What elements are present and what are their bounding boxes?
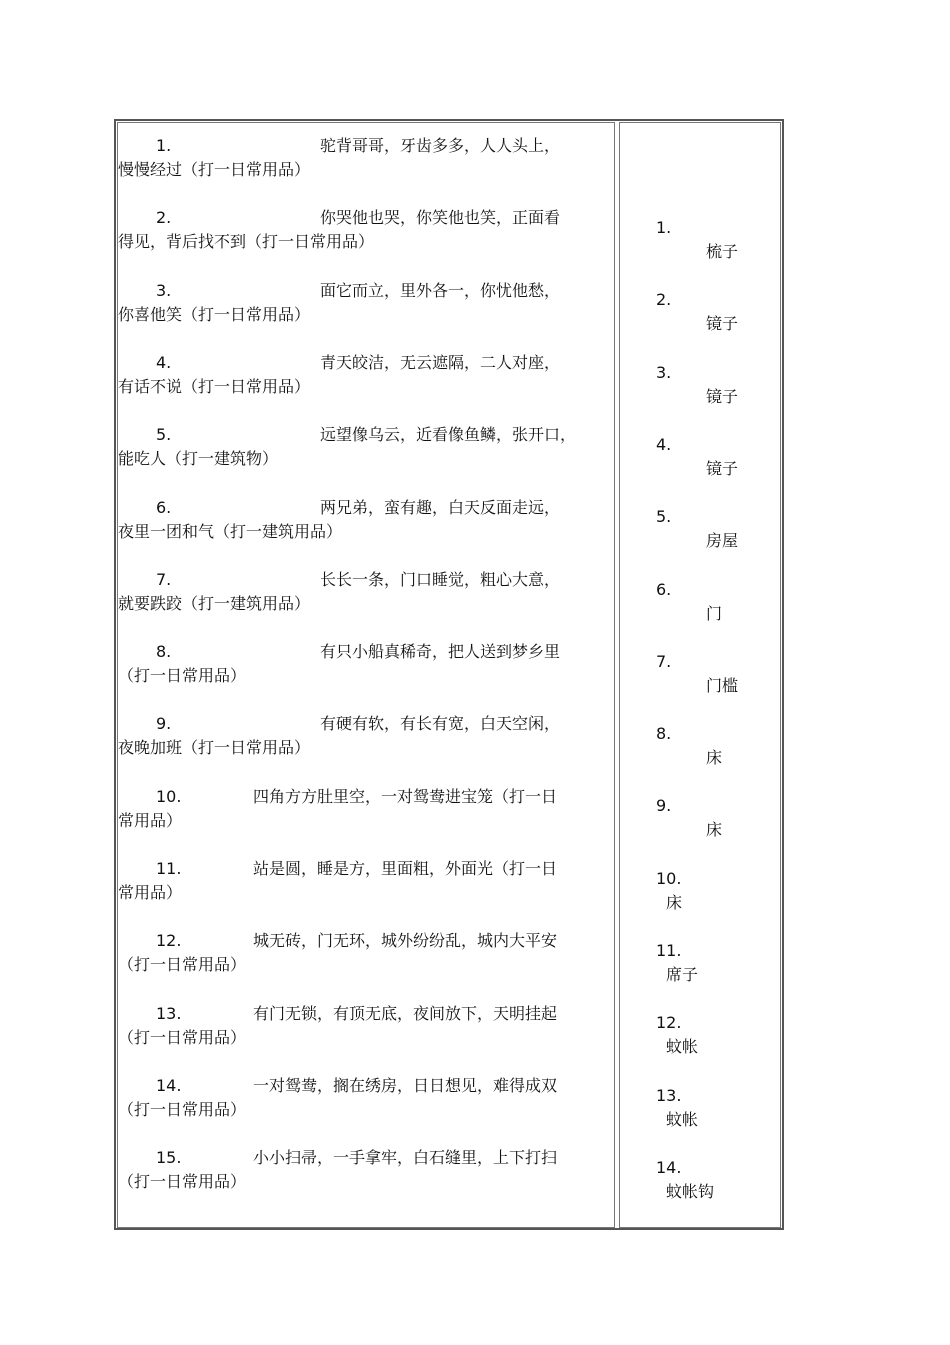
riddle-text-line2: 常用品） (118, 810, 183, 830)
riddle-number: 3. (156, 280, 172, 300)
riddle-number: 9. (156, 714, 172, 734)
riddle-text-line1: 你哭他也哭，你笑他也笑，正面看 (320, 208, 561, 228)
riddle-text-line2: 夜里一团和气（打一建筑用品） (118, 521, 343, 541)
riddle-text-line1: 有门无锁，有顶无底，夜间放下，天明挂起 (253, 1003, 558, 1023)
riddle-item (118, 785, 598, 833)
riddle-number: 6. (156, 497, 172, 517)
riddle-number: 7. (156, 569, 172, 589)
answer-text: 床 (706, 820, 723, 840)
riddle-number: 13. (156, 1003, 182, 1023)
riddle-text-line1: 一对鸳鸯，搁在绣房，日日想见，难得成双 (253, 1075, 558, 1095)
riddle-text-line2: 能吃人（打一建筑物） (118, 449, 279, 469)
riddle-item (118, 857, 598, 905)
answer-text: 床 (666, 892, 683, 912)
riddle-item (118, 423, 598, 471)
riddle-number: 11. (156, 859, 182, 878)
riddle-text-line2: 夜晚加班（打一日常用品） (118, 738, 311, 758)
riddle-text-line1: 城无砖，门无环，城外纷纷乱，城内大平安 (253, 931, 558, 951)
riddle-text-line2: 得见，背后找不到（打一日常用品） (118, 232, 375, 252)
answer-item (656, 1011, 776, 1059)
riddle-text-line2: 慢慢经过（打一日常用品） (118, 160, 311, 179)
riddle-item (118, 206, 598, 254)
riddle-text-line1: 两兄弟，蛮有趣，白天反面走远， (320, 497, 561, 517)
answer-number: 14. (656, 1157, 682, 1177)
answer-number: 8. (656, 724, 672, 744)
riddle-text-line1: 长长一条，门口睡觉，粗心大意， (320, 569, 561, 589)
riddle-text-line1: 四角方方肚里空，一对鸳鸯进宝笼（打一日 (253, 786, 558, 806)
answer-text: 席子 (666, 965, 699, 984)
answer-text: 蚊帐钩 (666, 1181, 715, 1201)
answer-text: 蚊帐 (666, 1037, 699, 1057)
answer-number: 2. (656, 290, 672, 310)
answer-number: 12. (656, 1013, 682, 1033)
answer-number: 13. (656, 1085, 682, 1105)
answer-number: 1. (656, 218, 672, 237)
answer-item (656, 361, 776, 409)
riddle-text-line1: 有只小船真稀奇，把人送到梦乡里 (320, 642, 561, 662)
riddle-text-line1: 远望像乌云，近看像鱼鳞，张开口， (320, 425, 577, 445)
answer-number: 9. (656, 796, 672, 816)
answer-item (656, 216, 776, 264)
riddle-number: 14. (156, 1075, 182, 1095)
answer-item (656, 288, 776, 336)
answer-item (656, 1084, 776, 1132)
answer-item (656, 867, 776, 915)
answer-item (656, 939, 776, 987)
riddle-number: 2. (156, 208, 172, 228)
riddle-text-line2: （打一日常用品） (118, 1172, 247, 1192)
answer-number: 5. (656, 507, 672, 527)
answer-item (656, 505, 776, 553)
riddle-text-line2: （打一日常用品） (118, 1099, 247, 1119)
answer-number: 3. (656, 362, 672, 382)
answer-text: 镜子 (706, 314, 739, 334)
answer-text: 镜子 (706, 458, 739, 478)
answer-text: 床 (706, 748, 723, 768)
riddle-text-line2: 有话不说（打一日常用品） (118, 376, 311, 396)
riddle-number: 12. (156, 931, 182, 951)
riddle-number: 10. (156, 786, 182, 806)
riddle-item (118, 351, 598, 399)
answer-text: 门 (706, 603, 723, 623)
answer-item (656, 433, 776, 481)
riddle-text-line1: 小小扫帚，一手拿牢，白石缝里，上下打扫 (253, 1148, 558, 1168)
answer-number: 11. (656, 941, 682, 960)
answer-number: 7. (656, 651, 672, 671)
riddle-item (118, 279, 598, 327)
riddle-text-line1: 驼背哥哥，牙齿多多，人人头上， (320, 136, 561, 155)
riddle-number: 4. (156, 352, 172, 372)
riddle-text-line2: 你喜他笑（打一日常用品） (118, 304, 311, 324)
riddle-text-line2: 就要跌跤（打一建筑用品） (118, 593, 311, 613)
riddle-item (118, 712, 598, 760)
answer-text: 蚊帐 (666, 1109, 699, 1129)
riddle-item (118, 568, 598, 616)
riddle-text-line1: 站是圆，睡是方，里面粗，外面光（打一日 (253, 859, 558, 878)
riddle-item (118, 929, 598, 977)
riddle-number: 15. (156, 1148, 182, 1168)
riddle-item (118, 1002, 598, 1050)
answer-item (656, 722, 776, 770)
riddle-item (118, 496, 598, 544)
riddle-text-line2: （打一日常用品） (118, 666, 247, 686)
answer-text: 镜子 (706, 386, 739, 406)
answer-item (656, 794, 776, 842)
answer-number: 10. (656, 868, 682, 888)
riddle-item (118, 1146, 598, 1194)
riddle-number: 5. (156, 425, 172, 445)
riddle-text-line1: 有硬有软，有长有宽，白天空闲， (320, 714, 561, 734)
riddle-item (118, 1074, 598, 1122)
answer-text: 房屋 (706, 531, 739, 551)
answer-text: 门槛 (706, 675, 739, 695)
riddle-number: 1. (156, 136, 172, 155)
riddle-text-line2: （打一日常用品） (118, 1027, 247, 1047)
riddle-text-line1: 面它而立，里外各一，你忧他愁， (320, 280, 561, 300)
riddle-number: 8. (156, 642, 172, 662)
answer-number: 6. (656, 579, 672, 599)
answer-item (656, 578, 776, 626)
riddle-item (118, 134, 598, 182)
riddle-item (118, 640, 598, 688)
riddle-text-line1: 青天皎洁，无云遮隔，二人对座， (320, 352, 561, 372)
riddle-text-line2: 常用品） (118, 883, 183, 902)
answer-number: 4. (656, 434, 672, 454)
answer-text: 梳子 (706, 242, 739, 261)
answer-item (656, 650, 776, 698)
answer-item (656, 1156, 776, 1204)
riddle-text-line2: （打一日常用品） (118, 955, 247, 975)
